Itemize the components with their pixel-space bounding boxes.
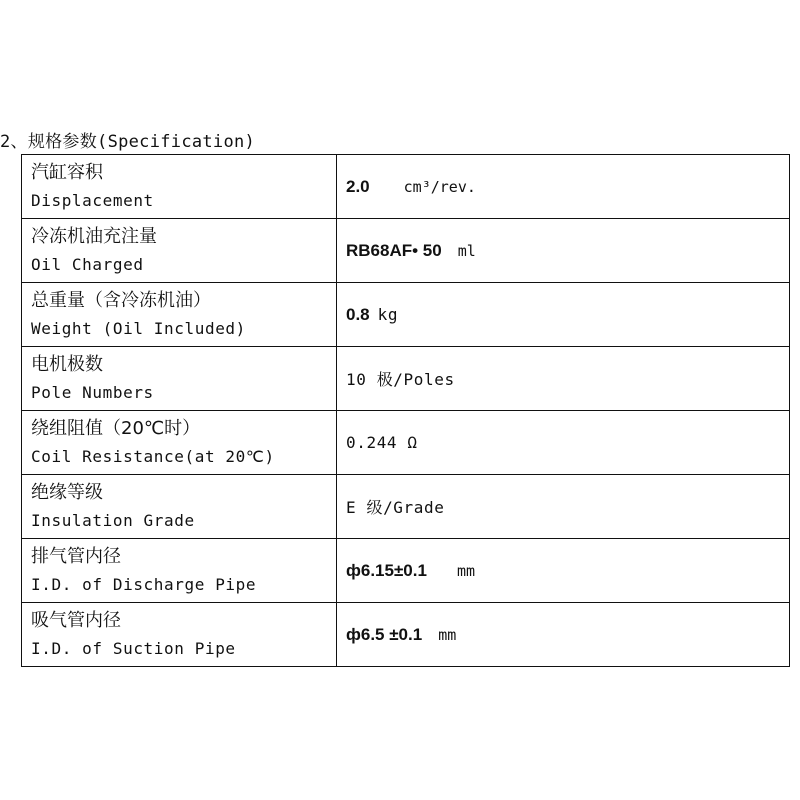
value-unit: kg	[377, 304, 399, 324]
value-cell	[337, 283, 790, 347]
label-zh: 排气管内径	[31, 545, 121, 567]
table-row	[22, 219, 790, 283]
label-en: Pole Numbers	[31, 382, 154, 402]
label-en: Weight (Oil Included)	[31, 318, 246, 338]
table-row	[22, 475, 790, 539]
value-text: 0.244 Ω	[346, 432, 418, 452]
value-text: ф6.5 ±0.1	[346, 624, 423, 644]
table-row	[22, 603, 790, 667]
table-row	[22, 283, 790, 347]
label-zh: 总重量（含冷冻机油）	[31, 289, 211, 311]
label-zh: 电机极数	[31, 353, 103, 375]
value-text: RB68AF• 50	[346, 240, 442, 260]
value-text: 2.0	[346, 176, 370, 196]
label-cell	[22, 539, 337, 603]
value-cell	[337, 603, 790, 667]
specification-table	[21, 154, 790, 667]
table-row	[22, 155, 790, 219]
label-cell	[22, 411, 337, 475]
label-zh: 吸气管内径	[31, 609, 121, 631]
label-en: Insulation Grade	[31, 510, 195, 530]
value-text: ф6.15±0.1	[346, 560, 427, 580]
section-title: 2、规格参数(Specification)	[0, 132, 256, 152]
label-zh: 冷冻机油充注量	[31, 225, 157, 247]
label-cell	[22, 603, 337, 667]
label-cell	[22, 475, 337, 539]
label-en: Oil Charged	[31, 254, 144, 274]
label-cell	[22, 347, 337, 411]
value-cell	[337, 411, 790, 475]
value-unit: ml	[457, 241, 476, 260]
label-cell	[22, 219, 337, 283]
label-zh: 汽缸容积	[31, 161, 103, 183]
value-cell	[337, 539, 790, 603]
table-row	[22, 539, 790, 603]
label-en: Coil Resistance(at 20℃)	[31, 446, 275, 466]
value-cell	[337, 155, 790, 219]
table-row	[22, 411, 790, 475]
value-text: 0.8	[346, 304, 370, 324]
value-cell	[337, 347, 790, 411]
label-cell	[22, 155, 337, 219]
value-unit: mm	[438, 625, 457, 644]
table-row	[22, 347, 790, 411]
label-en: I.D. of Discharge Pipe	[31, 574, 257, 594]
value-unit: mm	[456, 561, 475, 580]
value-cell	[337, 219, 790, 283]
value-cell	[337, 475, 790, 539]
value-unit: cm³/rev.	[403, 177, 476, 196]
label-cell	[22, 283, 337, 347]
value-text: 10 极/Poles	[346, 370, 455, 389]
label-en: I.D. of Suction Pipe	[31, 638, 236, 658]
label-zh: 绝缘等级	[31, 481, 103, 503]
label-en: Displacement	[31, 190, 154, 210]
label-zh: 绕组阻值（20℃时）	[31, 417, 201, 439]
value-text: E 级/Grade	[346, 498, 445, 517]
